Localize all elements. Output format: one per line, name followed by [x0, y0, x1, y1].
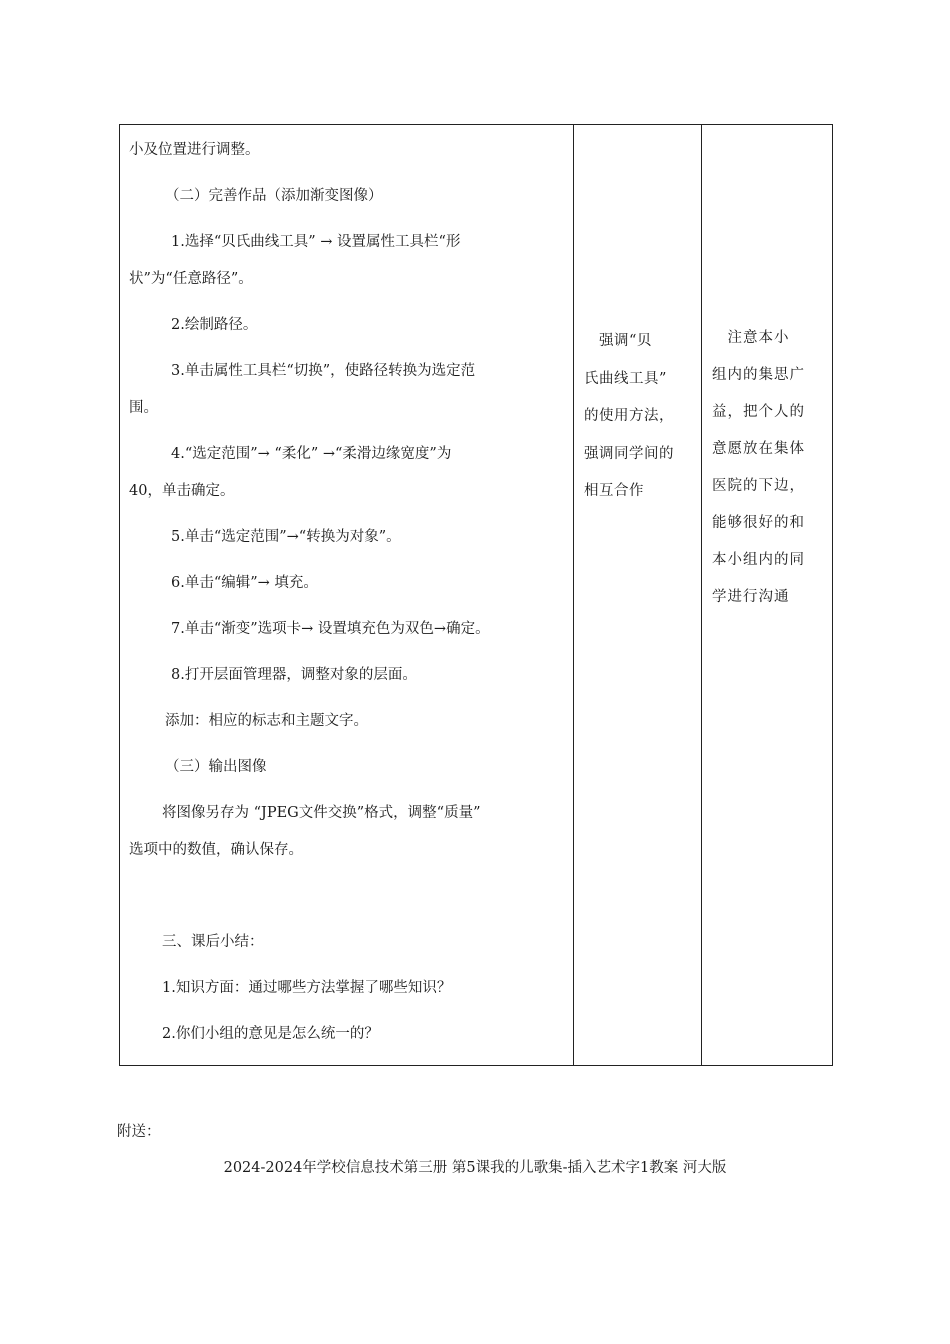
content-line: 2.你们小组的意见是怎么统一的？ — [162, 1026, 379, 1042]
student-note-line: 学进行沟通 — [712, 589, 790, 605]
student-note-line: 意愿放在集体 — [712, 441, 805, 457]
content-line: 8.打开层面管理器，调整对象的层面。 — [171, 667, 417, 683]
teaching-content-cell — [120, 125, 574, 1066]
content-line: 4.“选定范围”→ “柔化” →“柔滑边缘宽度”为 — [171, 446, 452, 462]
appendix-title: 2024-2024年学校信息技术第三册 第5课我的儿歌集-插入艺术字1教案 河大版 — [223, 1160, 727, 1176]
section-heading: （二）完善作品（添加渐变图像） — [165, 188, 383, 204]
content-line: 选项中的数值，确认保存。 — [129, 842, 303, 858]
content-line: 5.单击“选定范围”→“转换为对象”。 — [171, 529, 401, 545]
appendix-label: 附送： — [117, 1124, 161, 1140]
section-heading: （三）输出图像 — [165, 759, 267, 775]
content-line: 小及位置进行调整。 — [129, 142, 260, 158]
student-note-line: 医院的下边， — [712, 478, 805, 494]
content-line: 状”为“任意路径”。 — [129, 271, 253, 287]
content-line: 3.单击属性工具栏“切换”，使路径转换为选定范 — [171, 363, 476, 379]
content-line: 添加：相应的标志和主题文字。 — [165, 713, 368, 729]
student-note-line: 注意本小 — [712, 330, 790, 346]
student-activity-cell — [702, 125, 833, 1066]
teacher-activity-cell — [574, 125, 702, 1066]
student-note-line: 组内的集思广 — [712, 367, 805, 383]
student-note-line: 本小组内的同 — [712, 552, 805, 568]
content-line: 6.单击“编辑”→ 填充。 — [171, 575, 318, 591]
content-line: 1.知识方面：通过哪些方法掌握了哪些知识？ — [162, 980, 452, 996]
content-line: 围。 — [129, 400, 158, 416]
section-heading: 三、课后小结： — [162, 934, 264, 950]
content-line: 7.单击“渐变”选项卡→ 设置填充色为双色→确定。 — [171, 621, 490, 637]
teacher-note-line: 的使用方法， — [584, 408, 674, 424]
student-note-line: 益，把个人的 — [712, 404, 805, 420]
teacher-note-line: 相互合作 — [584, 483, 644, 499]
content-line: 1.选择“贝氏曲线工具” → 设置属性工具栏“形 — [171, 234, 461, 250]
lesson-table — [119, 124, 833, 1066]
teacher-note-line: 强调“贝 — [584, 333, 652, 349]
content-line: 将图像另存为 “JPEG文件交换”格式，调整“质量” — [162, 805, 481, 821]
content-line: 2.绘制路径。 — [171, 317, 258, 333]
content-line: 40，单击确定。 — [129, 483, 235, 499]
teacher-note-line: 氏曲线工具” — [584, 370, 667, 387]
teacher-note-line: 强调同学间的 — [584, 445, 674, 462]
student-note-line: 能够很好的和 — [712, 515, 805, 531]
